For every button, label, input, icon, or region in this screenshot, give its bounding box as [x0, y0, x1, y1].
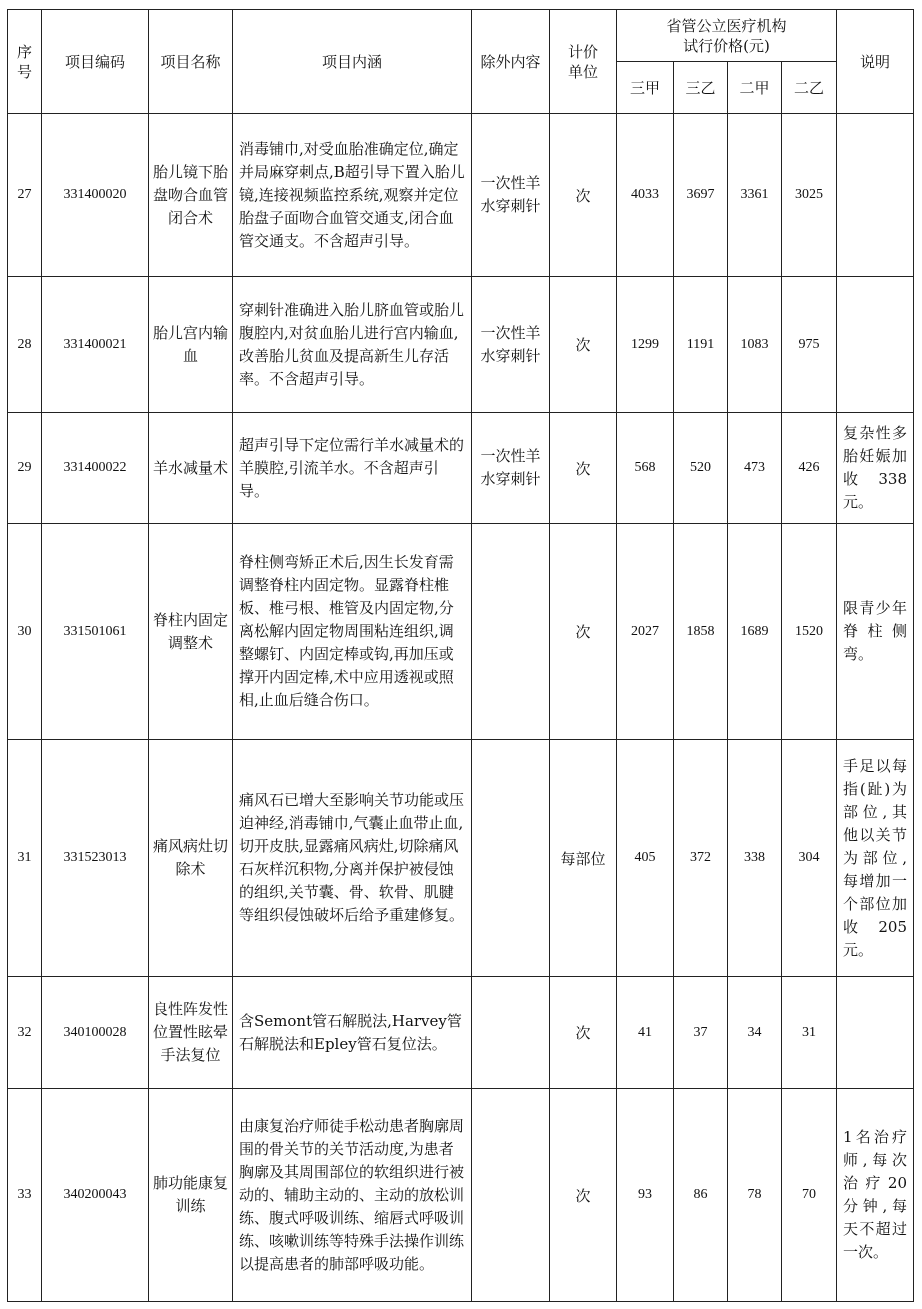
header-name: 项目名称: [149, 10, 233, 114]
table-row: [8, 1089, 914, 1302]
row-price-level-4: 31: [782, 977, 837, 1089]
row-price-level-2: 3697: [674, 114, 728, 277]
row-price-level-2: 37: [674, 977, 728, 1089]
row-seq: 32: [8, 977, 42, 1089]
row-price-level-3: 1083: [728, 277, 782, 413]
row-code: 340200043: [42, 1089, 149, 1302]
row-name: 肺功能康复训练: [149, 1089, 233, 1302]
row-price-level-1: 405: [617, 740, 674, 977]
row-content: 超声引导下定位需行羊水减量术的羊膜腔,引流羊水。不含超声引导。: [233, 413, 472, 524]
row-price-level-4: 304: [782, 740, 837, 977]
row-code: 331523013: [42, 740, 149, 977]
row-content: 含Semont管石解脱法,Harvey管石解脱法和Epley管石复位法。: [233, 977, 472, 1089]
row-unit: 次: [550, 277, 617, 413]
row-seq: 30: [8, 524, 42, 740]
row-note: 限青少年脊柱侧弯。: [837, 524, 914, 740]
row-price-level-1: 1299: [617, 277, 674, 413]
row-unit: 次: [550, 413, 617, 524]
row-code: 331400021: [42, 277, 149, 413]
row-name: 羊水减量术: [149, 413, 233, 524]
row-unit: 次: [550, 977, 617, 1089]
header-code: 项目编码: [42, 10, 149, 114]
row-name: 胎儿镜下胎盘吻合血管闭合术: [149, 114, 233, 277]
row-excluded: 一次性羊水穿刺针: [472, 277, 550, 413]
row-price-level-3: 78: [728, 1089, 782, 1302]
header-level-3: 二甲: [728, 62, 782, 114]
row-name: 脊柱内固定调整术: [149, 524, 233, 740]
row-price-level-3: 34: [728, 977, 782, 1089]
row-excluded: [472, 977, 550, 1089]
table-row: [8, 277, 914, 413]
row-price-level-2: 372: [674, 740, 728, 977]
table-body: [8, 114, 914, 1302]
row-excluded: 一次性羊水穿刺针: [472, 114, 550, 277]
row-excluded: [472, 740, 550, 977]
row-name: 胎儿宫内输血: [149, 277, 233, 413]
row-seq: 28: [8, 277, 42, 413]
table-row: [8, 740, 914, 977]
table-row: [8, 413, 914, 524]
row-code: 331400020: [42, 114, 149, 277]
row-unit: 次: [550, 1089, 617, 1302]
row-price-level-1: 4033: [617, 114, 674, 277]
table-row: [8, 524, 914, 740]
row-price-level-2: 86: [674, 1089, 728, 1302]
row-name: 痛风病灶切除术: [149, 740, 233, 977]
row-unit: 次: [550, 114, 617, 277]
row-note: 复杂性多胎妊娠加收338元。: [837, 413, 914, 524]
row-price-level-3: 473: [728, 413, 782, 524]
row-code: 331400022: [42, 413, 149, 524]
row-note: [837, 114, 914, 277]
row-note: 1名治疗师,每次治疗20分钟,每天不超过一次。: [837, 1089, 914, 1302]
row-excluded: [472, 524, 550, 740]
row-content: 脊柱侧弯矫正术后,因生长发育需调整脊柱内固定物。显露脊柱椎板、椎弓根、椎管及内固定物,分离松解内固定物周围粘连组织,调整螺钉、内固定棒或钩,再加压或撑开内固定棒,术中应用透视或照相,止血后缝合伤口。: [233, 524, 472, 740]
row-price-level-2: 1858: [674, 524, 728, 740]
price-table: [7, 9, 914, 1302]
row-seq: 31: [8, 740, 42, 977]
row-price-level-1: 93: [617, 1089, 674, 1302]
row-content: 穿刺针准确进入胎儿脐血管或胎儿腹腔内,对贫血胎儿进行宫内输血,改善胎儿贫血及提高新生儿存活率。不含超声引导。: [233, 277, 472, 413]
row-price-level-4: 70: [782, 1089, 837, 1302]
row-price-level-4: 426: [782, 413, 837, 524]
row-code: 331501061: [42, 524, 149, 740]
row-price-level-2: 520: [674, 413, 728, 524]
row-price-level-2: 1191: [674, 277, 728, 413]
row-note: [837, 977, 914, 1089]
row-price-level-4: 975: [782, 277, 837, 413]
header-price-group: 省管公立医疗机构 试行价格(元): [617, 10, 837, 62]
row-price-level-4: 3025: [782, 114, 837, 277]
row-note: [837, 277, 914, 413]
header-seq: 序 号: [8, 10, 42, 114]
row-price-level-1: 2027: [617, 524, 674, 740]
row-price-level-3: 338: [728, 740, 782, 977]
row-content: 痛风石已增大至影响关节功能或压迫神经,消毒铺巾,气囊止血带止血,切开皮肤,显露痛风病灶,切除痛风石灰样沉积物,分离并保护被侵蚀的组织,关节囊、骨、软骨、肌腱等组织侵蚀破坏后给予重建修复。: [233, 740, 472, 977]
table-row: [8, 977, 914, 1089]
row-note: 手足以每指(趾)为部位,其他以关节为部位,每增加一个部位加收205元。: [837, 740, 914, 977]
header-content: 项目内涵: [233, 10, 472, 114]
row-seq: 27: [8, 114, 42, 277]
row-code: 340100028: [42, 977, 149, 1089]
header-level-2: 三乙: [674, 62, 728, 114]
header-note: 说明: [837, 10, 914, 114]
row-price-level-3: 3361: [728, 114, 782, 277]
row-excluded: [472, 1089, 550, 1302]
row-price-level-1: 568: [617, 413, 674, 524]
header-level-4: 二乙: [782, 62, 837, 114]
row-price-level-3: 1689: [728, 524, 782, 740]
row-seq: 33: [8, 1089, 42, 1302]
row-price-level-1: 41: [617, 977, 674, 1089]
row-seq: 29: [8, 413, 42, 524]
header-row-1: [8, 10, 914, 62]
header-excluded: 除外内容: [472, 10, 550, 114]
row-unit: 次: [550, 524, 617, 740]
row-unit: 每部位: [550, 740, 617, 977]
table-row: [8, 114, 914, 277]
row-content: 由康复治疗师徒手松动患者胸廓周围的骨关节的关节活动度,为患者胸廓及其周围部位的软组织进行被动的、辅助主动的、主动的放松训练、腹式呼吸训练、缩唇式呼吸训练、咳嗽训练等特殊手法操作训练以提高患者的肺部呼吸功能。: [233, 1089, 472, 1302]
row-content: 消毒铺巾,对受血胎准确定位,确定并局麻穿刺点,B超引导下置入胎儿镜,连接视频监控系统,观察并定位胎盘子面吻合血管交通支,闭合血管交通支。不含超声引导。: [233, 114, 472, 277]
row-excluded: 一次性羊水穿刺针: [472, 413, 550, 524]
row-name: 良性阵发性位置性眩晕手法复位: [149, 977, 233, 1089]
header-level-1: 三甲: [617, 62, 674, 114]
row-price-level-4: 1520: [782, 524, 837, 740]
header-unit: 计价 单位: [550, 10, 617, 114]
